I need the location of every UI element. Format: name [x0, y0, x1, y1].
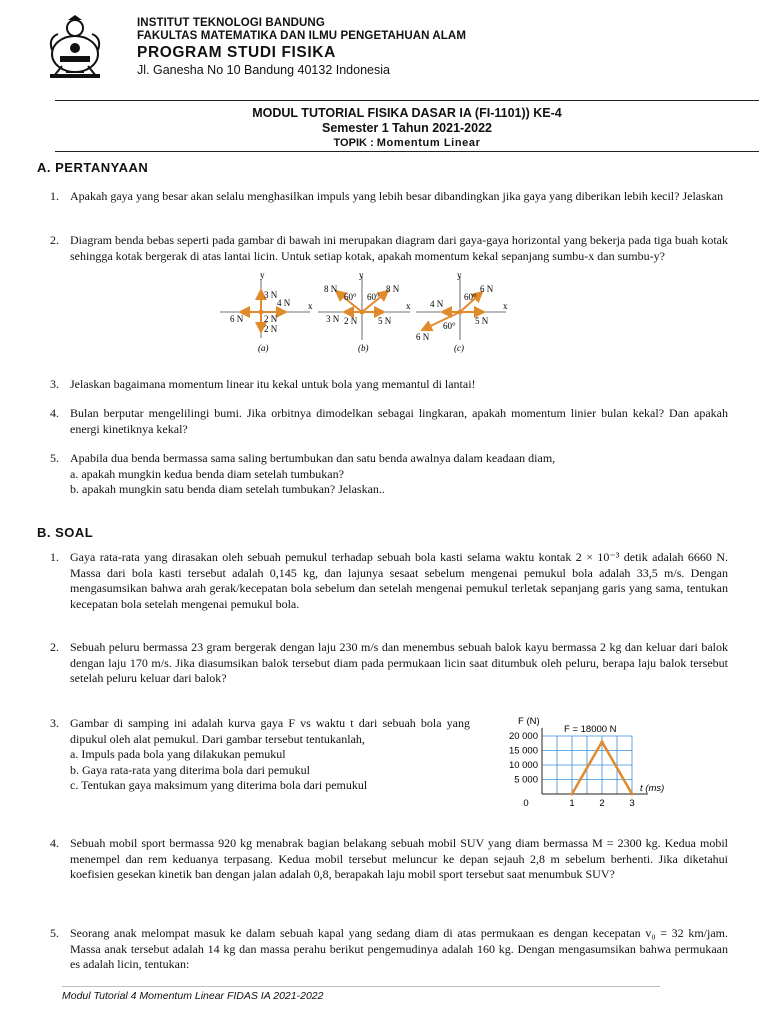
y-tick-label: 5 000 [514, 774, 538, 786]
problem-text: Sebuah mobil sport bermassa 920 kg menabrak bagian belakang sebuah mobil SUV yang diam bermassa M = 2300 kg. Kedua mobil menempel dan rem keduanya terpasang. Kedua mobil tersebut meluncur ke depan sejauh 2,8 m sebelum berhenti. Jika diketahui koefisien gesekan kinetik ban dengan jalan adalah 0,8, berapakah laju mobil sport tersebut saat menumbuk SUV? [70, 836, 728, 881]
question-1 [50, 189, 728, 205]
axis-y-label: y [260, 272, 265, 280]
problem-number: 4. [50, 836, 59, 850]
force-label: 5 N [475, 316, 489, 326]
force-label: 8 N [386, 284, 400, 294]
data-point [631, 793, 634, 796]
force-label: 2 N [264, 314, 278, 324]
problem-text: Gambar di samping ini adalah kurva gaya F vs waktu t dari sebuah bola yang dipukul oleh alat pemukul. Dari gambar tersebut tentukanlah, [70, 716, 470, 746]
question-number: 5. [50, 451, 59, 465]
footer-rule [62, 986, 660, 987]
topic-value: Momentum Linear [376, 137, 481, 149]
problem-number: 1. [50, 550, 59, 564]
angle-label: 60° [344, 292, 357, 302]
section-a-heading: A. PERTANYAAN [37, 160, 149, 175]
question-text: Jelaskan bagaimana momentum linear itu kekal untuk bola yang memantul di lantai! [70, 377, 476, 391]
x-axis-label: t (ms) [640, 783, 665, 794]
header-rule-bottom [55, 151, 759, 152]
question-2 [50, 233, 728, 264]
axis-y-label: y [457, 272, 462, 280]
y-axis-label: F (N) [518, 716, 540, 727]
force-label: 4 N [277, 298, 291, 308]
question-number: 3. [50, 377, 59, 391]
address: Jl. Ganesha No 10 Bandung 40132 Indonesia [137, 63, 390, 77]
question-5 [50, 451, 728, 498]
force-time-chart [492, 714, 702, 810]
y-tick-label: 20 000 [508, 731, 538, 742]
diagram-caption: (c) [454, 343, 464, 353]
angle-label: 60° [367, 292, 380, 302]
question-text: Bulan berputar mengelilingi bumi. Jika orbitnya dimodelkan sebagai lingkaran, apakah momentum linier bulan kekal? Dan apakah energi kinetiknya kekal? [70, 406, 728, 436]
faculty-name: FAKULTAS MATEMATIKA DAN ILMU PENGETAHUAN ALAM [137, 30, 467, 42]
x-tick-label: 1 [569, 798, 575, 809]
axis-y-label: y [359, 272, 364, 280]
force-label: 6 N [416, 332, 430, 342]
module-title [55, 106, 759, 151]
diagram-b [318, 272, 411, 353]
data-point [571, 793, 574, 796]
angle-label: 60° [443, 321, 456, 331]
question-4 [50, 406, 728, 437]
problem-3b: b. Gaya rata-rata yang diterima bola dari pemukul [70, 762, 310, 777]
free-body-diagrams [218, 272, 508, 356]
problem-text: Gaya rata-rata yang dirasakan oleh sebuah pemukul terhadap sebuah bola kasti selama waktu kontak 2 × 10⁻³ detik adalah 6660 N. Massa dari bola kasti tersebut adalah 0,145 kg, dan lajunya sesaat sebelum mengenai pemukul bola adalah 33,5 m/s. Dengan mengasumsikan bahwa arah gerak/kecepatan bola sebelum dan setelah mengenai pemukul terletak sepanjang garis yang sama, tentukan kecepatan bola setelah mengenai pemukul bola. [70, 550, 728, 611]
question-text: Apabila dua benda bermassa sama saling bertumbukan dan satu benda awalnya dalam keadaan diam, [70, 451, 556, 465]
question-5a: a. apakah mungkin kedua benda diam setelah tumbukan? [70, 466, 344, 481]
chart-title: F = 18000 N [564, 724, 617, 735]
problem-number: 3. [50, 716, 59, 730]
problem-number: 2. [50, 640, 59, 654]
diagram-c [416, 272, 508, 353]
y-tick-label: 15 000 [508, 745, 538, 757]
problem-text: Seorang anak melompat masuk ke dalam sebuah kapal yang sedang diam di atas permukaan es dengan kecepatan v₀ = 32 km/jam. Massa anak tersebut adalah 14 kg dan massa perahu berikut pengemudinya adalah 160 kg. Dengan mengasumsikan bahwa permukaan es adalah licin, tentukan: [70, 926, 728, 971]
force-label: 3 N [264, 290, 278, 300]
itb-logo [44, 14, 106, 80]
problem-text: Sebuah peluru bermassa 23 gram bergerak dengan laju 230 m/s dan menembus sebuah balok kayu bermassa 2 kg dan keluar dari balok dengan laju 170 m/s. Jika diasumsikan balok tersebut diam pada permukaan licin saat ditumbuk oleh peluru, berapa laju balok tersebut setelah peluru keluar dari balok? [70, 640, 728, 685]
force-label: 8 N [324, 284, 338, 294]
question-number: 4. [50, 406, 59, 420]
x-tick-label: 0 [523, 798, 529, 809]
axis-x-label: x [308, 301, 313, 311]
x-tick-label: 3 [629, 798, 635, 809]
y-tick-label: 10 000 [508, 760, 538, 771]
question-number: 1. [50, 189, 59, 203]
footer-text: Modul Tutorial 4 Momentum Linear FIDAS IA 2021-2022 [62, 990, 324, 1002]
section-b-heading: B. SOAL [37, 525, 94, 540]
x-tick-label: 2 [599, 798, 605, 809]
diagram-caption: (b) [358, 343, 369, 353]
question-5b: b. apakah mungkin satu benda diam setelah tumbukan? Jelaskan.. [70, 482, 385, 496]
program-name: PROGRAM STUDI FISIKA [137, 44, 336, 61]
problem-3a: a. Impuls pada bola yang dilakukan pemukul [70, 747, 286, 761]
problem-5 [50, 926, 728, 973]
problem-number: 5. [50, 926, 59, 940]
institution-name: INSTITUT TEKNOLOGI BANDUNG [137, 17, 325, 29]
data-point [601, 740, 604, 743]
question-text: Apakah gaya yang besar akan selalu menghasilkan impuls yang lebih besar dibandingkan jika gaya yang diberikan lebih kecil? Jelaskan [70, 189, 724, 203]
angle-label: 60° [464, 292, 477, 302]
diagram-a [220, 272, 313, 353]
force-label: 5 N [378, 316, 392, 326]
question-text: Diagram benda bebas seperti pada gambar di bawah ini merupakan diagram dari gaya-gaya horizontal yang bekerja pada tiga buah kotak sehingga kotak bergerak di atas lantai licin. Untuk setiap kotak, apakah momentum kekal sepanjang sumbu-x dan sumbu-y? [70, 233, 728, 263]
problem-3c: c. Tentukan gaya maksimum yang diterima bola dari pemukul [70, 778, 368, 792]
force-label: 4 N [430, 299, 444, 309]
axis-x-label: x [406, 301, 411, 311]
problem-1 [50, 550, 728, 612]
axis-x-label: x [503, 301, 508, 311]
force-label: 3 N [326, 314, 340, 324]
problem-3 [50, 716, 470, 794]
problem-4 [50, 836, 728, 883]
question-3 [50, 377, 728, 393]
force-label: 6 N [230, 314, 244, 324]
module-title-line2: Semester 1 Tahun 2021-2022 [321, 121, 492, 135]
force-label: 2 N [264, 324, 278, 334]
header-rule-top [55, 100, 759, 101]
question-number: 2. [50, 233, 59, 247]
force-label: 6 N [480, 284, 494, 294]
diagram-caption: (a) [258, 343, 269, 353]
module-title-line1: MODUL TUTORIAL FISIKA DASAR IA (FI-1101)) KE-4 [252, 106, 562, 120]
problem-2 [50, 640, 728, 687]
topic-label: TOPIK : [333, 137, 374, 149]
force-label: 2 N [344, 316, 358, 326]
